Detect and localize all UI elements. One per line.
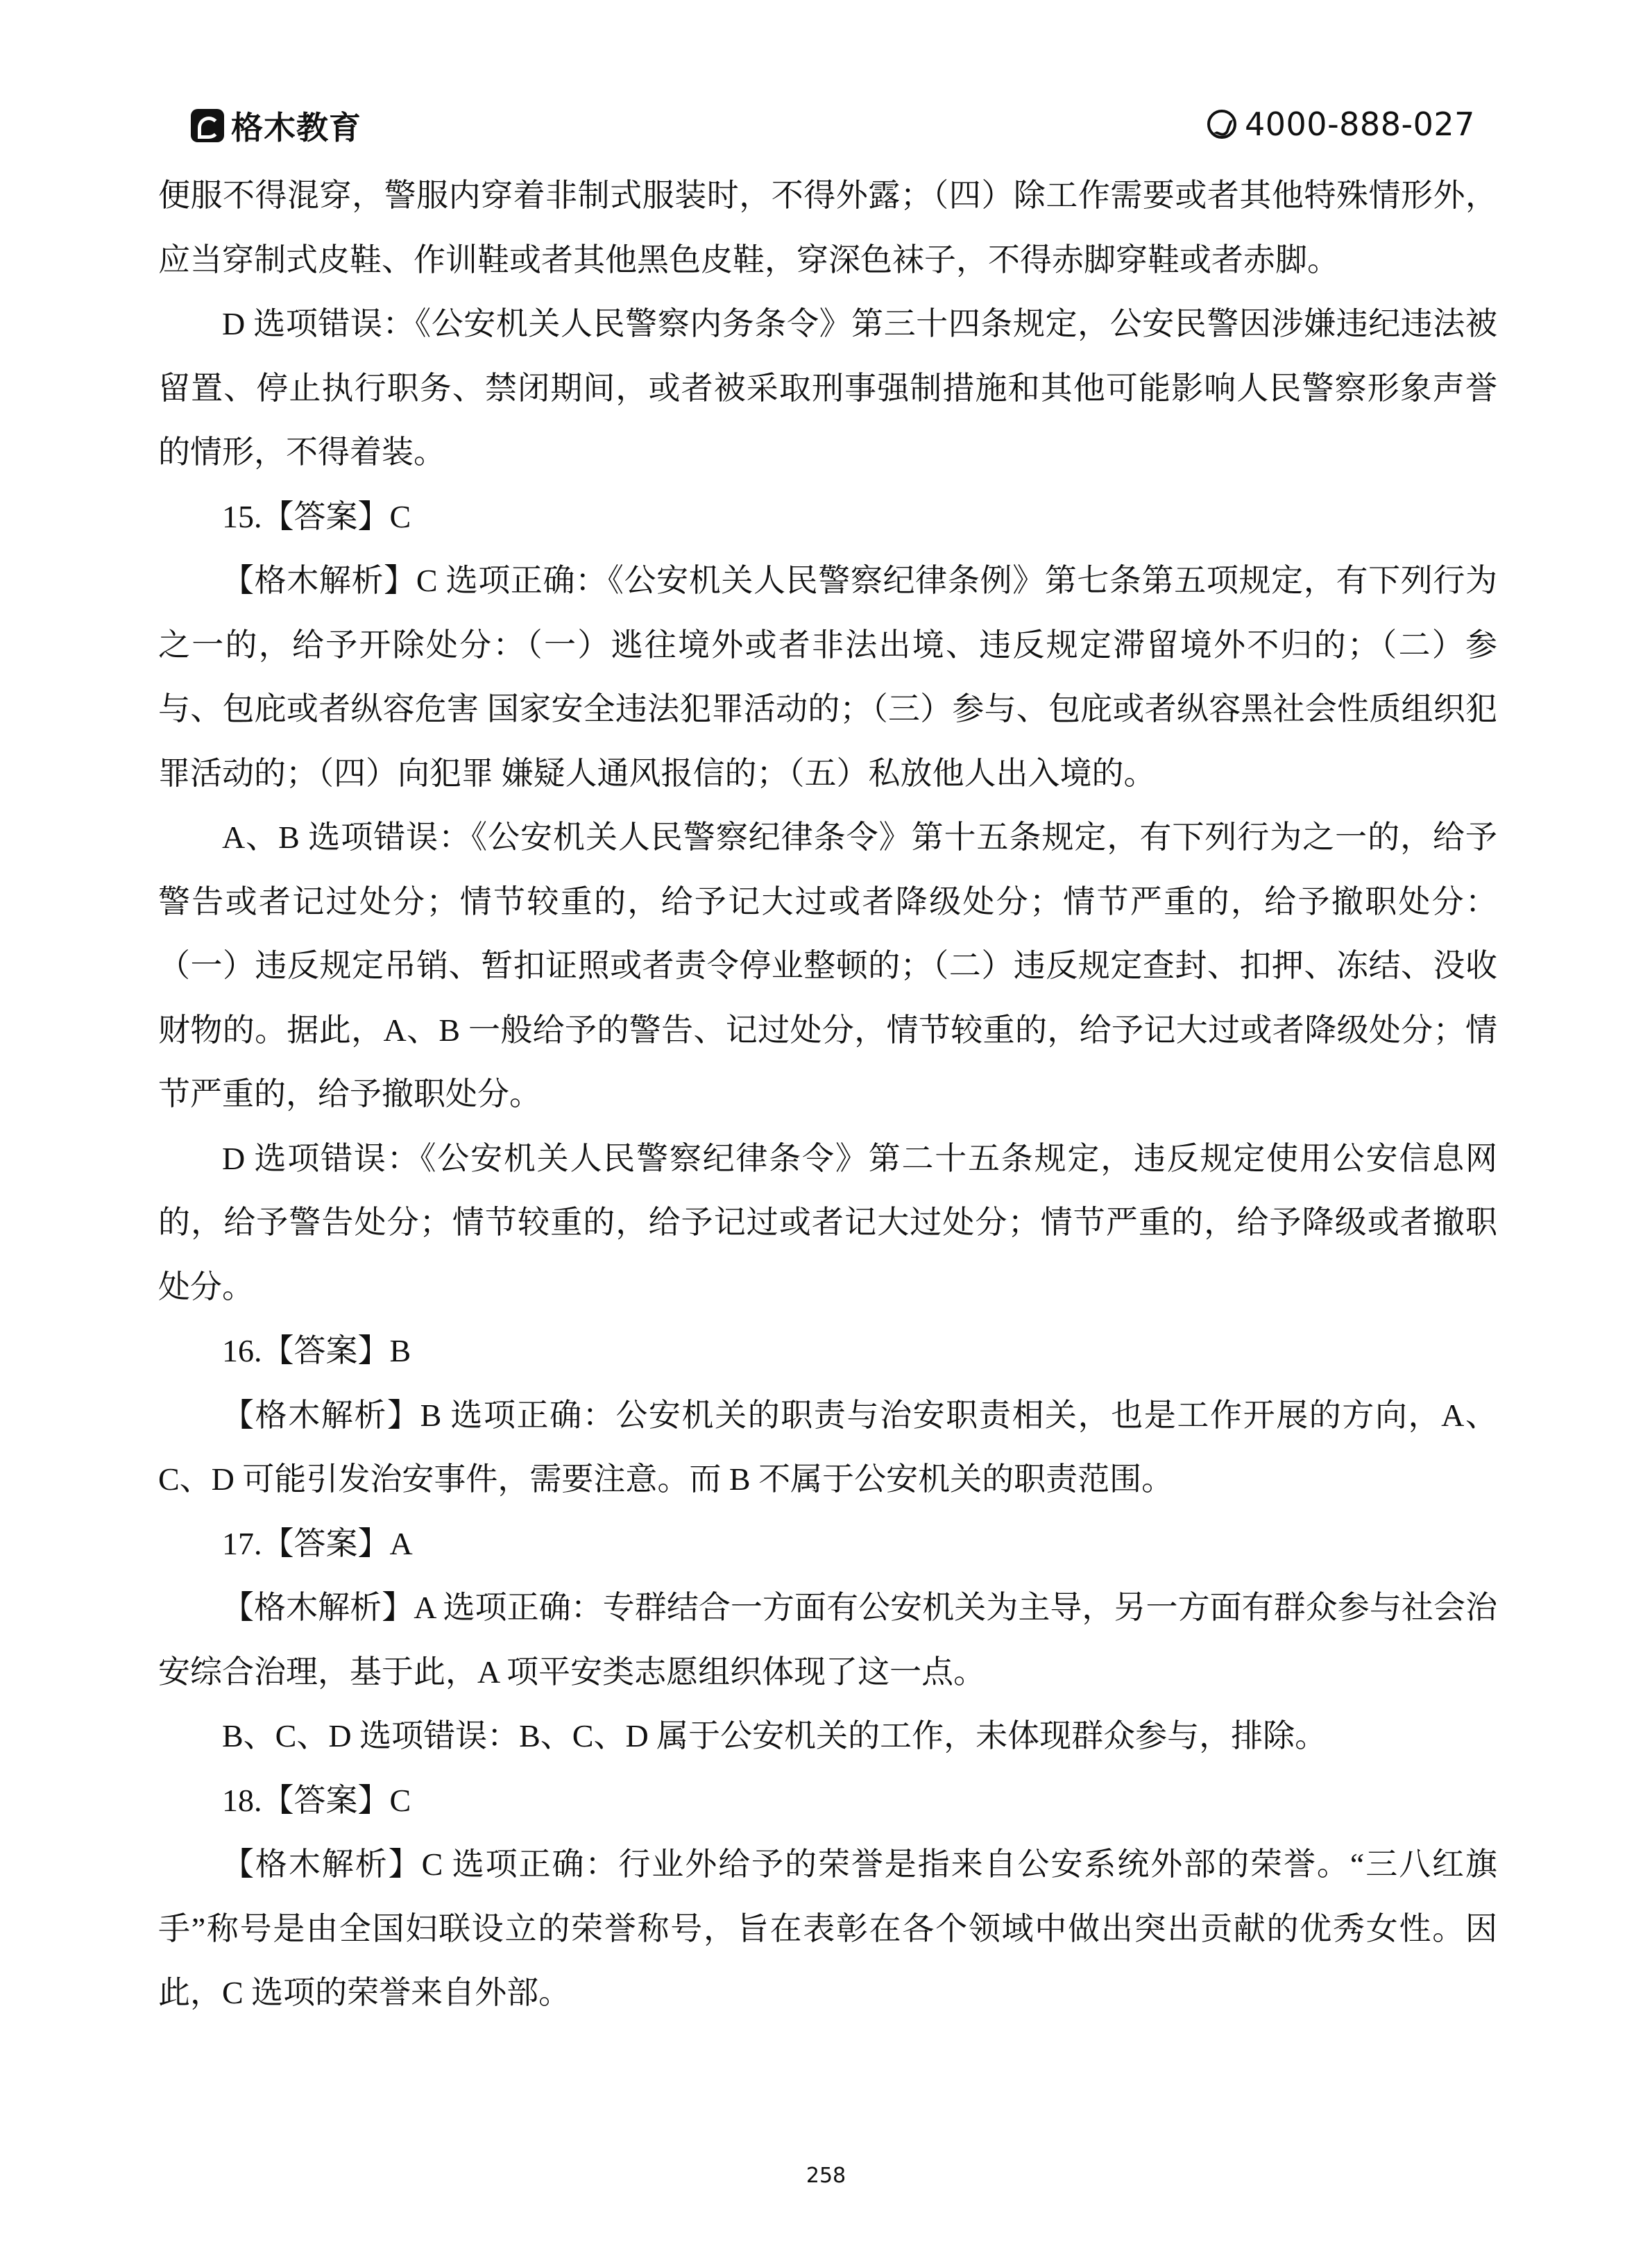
answer-heading: 16.【答案】B <box>222 1333 411 1368</box>
phone-number: 4000-888-027 <box>1245 105 1475 143</box>
logo-e-icon <box>191 109 224 142</box>
document-body <box>158 164 1497 2026</box>
paragraph: 便服不得混穿，警服内穿着非制式服装时，不得外露；（四）除工作需要或者其他特殊情形外，应当穿制式皮鞋、作训鞋或者其他黑色皮鞋，穿深色袜子，不得赤脚穿鞋或者赤脚。 <box>158 178 1497 278</box>
paragraph: 【格木解析】A 选项正确：专群结合一方面有公安机关为主导，另一方面有群众参与社会治安综合治理，基于此，A 项平安类志愿组织体现了这一点。 <box>158 1590 1497 1690</box>
page-number: 258 <box>806 2164 846 2188</box>
paragraph: D 选项错误：《公安机关人民警察内务条令》第三十四条规定，公安民警因涉嫌违纪违法被留置、停止执行职务、禁闭期间，或者被采取刑事强制措施和其他可能影响人民警察形象声誉的情形，不得着装。 <box>158 306 1497 470</box>
paragraph: 【格木解析】B 选项正确：公安机关的职责与治安职责相关，也是工作开展的方向，A、C、D 可能引发治安事件，需要注意。而 B 不属于公安机关的职责范围。 <box>158 1397 1497 1497</box>
phone-icon <box>1207 110 1236 139</box>
brand-logo <box>191 108 361 144</box>
paragraph: 【格木解析】C 选项正确：行业外给予的荣誉是指来自公安系统外部的荣誉。“三八红旗手”称号是由全国妇联设立的荣誉称号，旨在表彰在各个领域中做出突出贡献的优秀女性。因此，C 选项的荣誉来自外部。 <box>158 1846 1497 2010</box>
paragraph: D 选项错误：《公安机关人民警察纪律条令》第二十五条规定，违反规定使用公安信息网的，给予警告处分；情节较重的，给予记过或者记大过处分；情节严重的，给予降级或者撤职处分。 <box>158 1140 1497 1305</box>
answer-heading: 17.【答案】A <box>222 1525 413 1561</box>
logo-text: 格木教育 <box>231 109 361 146</box>
paragraph: 【格木解析】C 选项正确：《公安机关人民警察纪律条例》第七条第五项规定，有下列行为之一的，给予开除处分：（一）逃往境外或者非法出境、违反规定滞留境外不归的；（二）参与、包庇或者纵容危害 国家安全违法犯罪活动的；（三）参与、包庇或者纵容黑社会性质组织犯罪活动的；（四）向犯罪 嫌疑人通风报信的；（五）私放他人出入境的。 <box>158 563 1497 791</box>
paragraph: B、C、D 选项错误：B、C、D 属于公安机关的工作，未体现群众参与，排除。 <box>222 1718 1327 1753</box>
page-header <box>0 0 1652 160</box>
paragraph: A、B 选项错误：《公安机关人民警察纪律条令》第十五条规定，有下列行为之一的，给予警告或者记过处分；情节较重的，给予记大过或者降级处分；情节严重的，给予撤职处分：（一）违反规定吊销、暂扣证照或者责令停业整顿的；（二）违反规定查封、扣押、冻结、没收财物的。据此，A、B 一般给予的警告、记过处分，情节较重的，给予记大过或者降级处分；情节严重的，给予撤职处分。 <box>158 819 1497 1112</box>
hotline <box>1207 105 1475 143</box>
answer-heading: 15.【答案】C <box>222 498 411 534</box>
answer-heading: 18.【答案】C <box>222 1782 411 1818</box>
